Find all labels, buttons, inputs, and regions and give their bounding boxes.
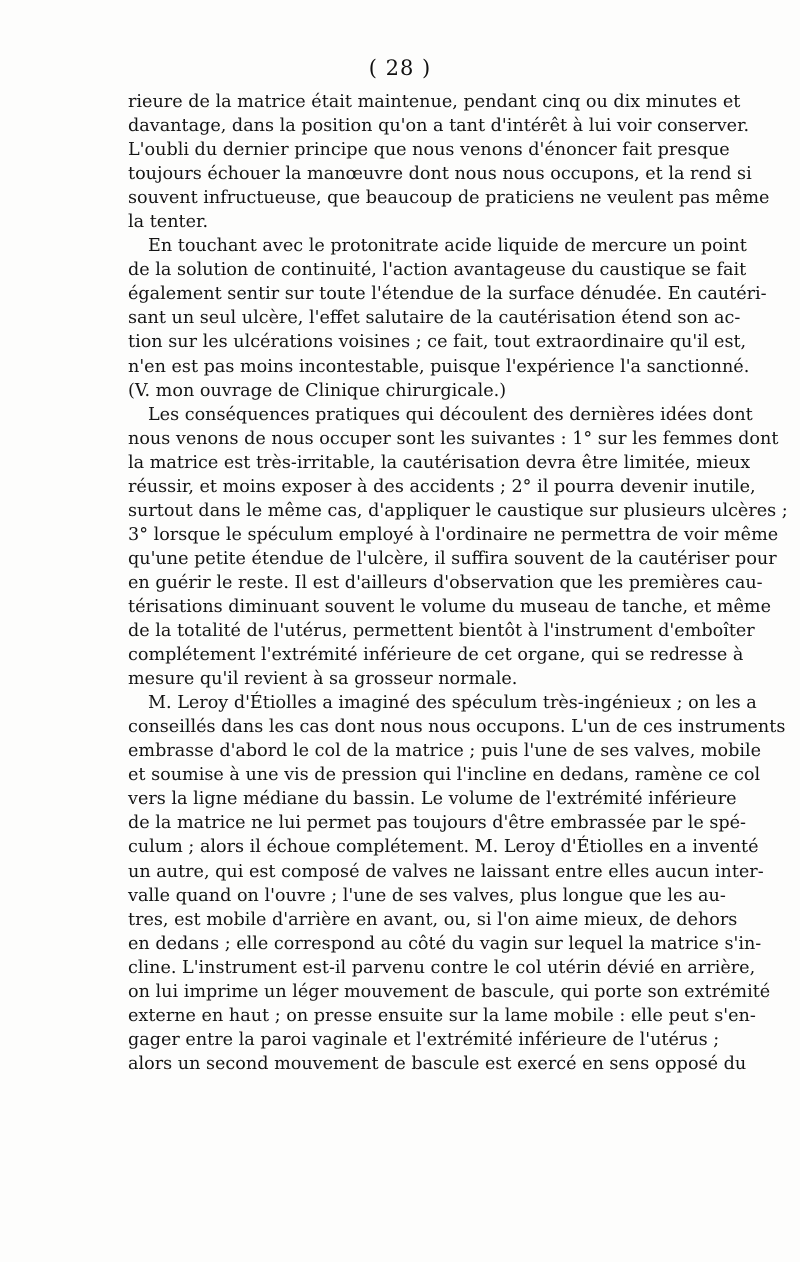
paragraph — [128, 234, 767, 402]
text-line: surtout dans le même cas, d'appliquer le caustique sur plusieurs ulcères ; — [128, 500, 788, 521]
text-line: en dedans ; elle correspond au côté du vagin sur lequel la matrice s'in- — [128, 933, 762, 954]
text-line: en guérir le reste. Il est d'ailleurs d'observation que les premières cau- — [128, 572, 763, 593]
text-line: cline. L'instrument est-il parvenu contre le col utérin dévié en arrière, — [128, 957, 756, 978]
text-line: tres, est mobile d'arrière en avant, ou, si l'on aime mieux, de dehors — [128, 909, 738, 930]
text-line: L'oubli du dernier principe que nous venons d'énoncer fait presque — [128, 140, 730, 161]
text-line: qu'une petite étendue de l'ulcère, il suffira souvent de la cautériser pour — [128, 548, 777, 569]
text-line: réussir, et moins exposer à des accidents ; 2° il pourra devenir inutile, — [128, 476, 756, 497]
text-line: de la solution de continuité, l'action avantageuse du caustique se fait — [128, 260, 747, 281]
text-line: de la totalité de l'utérus, permettent bientôt à l'instrument d'emboîter — [128, 621, 755, 642]
text-line: de la matrice ne lui permet pas toujours d'être embrassée par le spé- — [128, 813, 747, 834]
text-line: En touchant avec le protonitrate acide liquide de mercure un point — [148, 236, 747, 257]
text-line: un autre, qui est composé de valves ne laissant entre elles aucun inter- — [128, 861, 764, 882]
text-line: souvent infructueuse, que beaucoup de praticiens ne veulent pas même — [128, 188, 770, 209]
text-line: tion sur les ulcérations voisines ; ce fait, tout extraordinaire qu'il est, — [128, 332, 747, 353]
text-line: M. Leroy d'Étiolles a imaginé des spéculum très-ingénieux ; on les a — [148, 693, 757, 714]
text-line: sant un seul ulcère, l'effet salutaire de la cautérisation étend son ac- — [128, 308, 741, 329]
text-line: toujours échouer la manœuvre dont nous nous occupons, et la rend si — [128, 164, 752, 185]
text-line: la tenter. — [128, 212, 209, 233]
text-line: complétement l'extrémité inférieure de cet organe, qui se redresse à — [128, 645, 744, 666]
text-line: Les conséquences pratiques qui découlent des dernières idées dont — [148, 404, 753, 425]
text-line: n'en est pas moins incontestable, puisque l'expérience l'a sanctionné. — [128, 356, 750, 377]
text-line: externe en haut ; on presse ensuite sur la lame mobile : elle peut s'en- — [128, 1005, 756, 1026]
paragraph — [128, 403, 788, 692]
text-line: également sentir sur toute l'étendue de la surface dénudée. En cautéri- — [128, 284, 767, 305]
paragraph — [128, 90, 770, 234]
body-text — [128, 90, 788, 1076]
text-line: rieure de la matrice était maintenue, pendant cinq ou dix minutes et — [128, 92, 741, 112]
text-line: et soumise à une vis de pression qui l'incline en dedans, ramène ce col — [128, 765, 761, 786]
text-line: on lui imprime un léger mouvement de bascule, qui porte son extrémité — [128, 981, 771, 1002]
page-number: ( 28 ) — [368, 56, 432, 80]
text-line: valle quand on l'ouvre ; l'une de ses valves, plus longue que les au- — [128, 885, 726, 906]
text-line: térisations diminuant souvent le volume du museau de tanche, et même — [128, 596, 771, 617]
text-line: davantage, dans la position qu'on a tant d'intérêt à lui voir conserver. — [128, 116, 750, 137]
text-line: embrasse d'abord le col de la matrice ; puis l'une de ses valves, mobile — [128, 741, 762, 762]
text-line: mesure qu'il revient à sa grosseur normale. — [128, 669, 518, 690]
paragraph — [128, 691, 786, 1076]
text-line: nous venons de nous occuper sont les suivantes : 1° sur les femmes dont — [128, 428, 779, 449]
text-line: culum ; alors il échoue complétement. M. Leroy d'Étiolles en a inventé — [128, 837, 759, 858]
text-line: alors un second mouvement de bascule est exercé en sens opposé du — [128, 1053, 747, 1074]
text-line: vers la ligne médiane du bassin. Le volume de l'extrémité inférieure — [128, 789, 737, 810]
text-line: (V. mon ouvrage de Clinique chirurgicale.) — [128, 380, 507, 401]
text-line: 3° lorsque le spéculum employé à l'ordinaire ne permettra de voir même — [128, 524, 779, 545]
text-line: gager entre la paroi vaginale et l'extrémité inférieure de l'utérus ; — [128, 1029, 720, 1050]
text-line: conseillés dans les cas dont nous nous occupons. L'un de ces instruments — [128, 717, 786, 738]
text-line: la matrice est très-irritable, la cautérisation devra être limitée, mieux — [128, 452, 751, 473]
